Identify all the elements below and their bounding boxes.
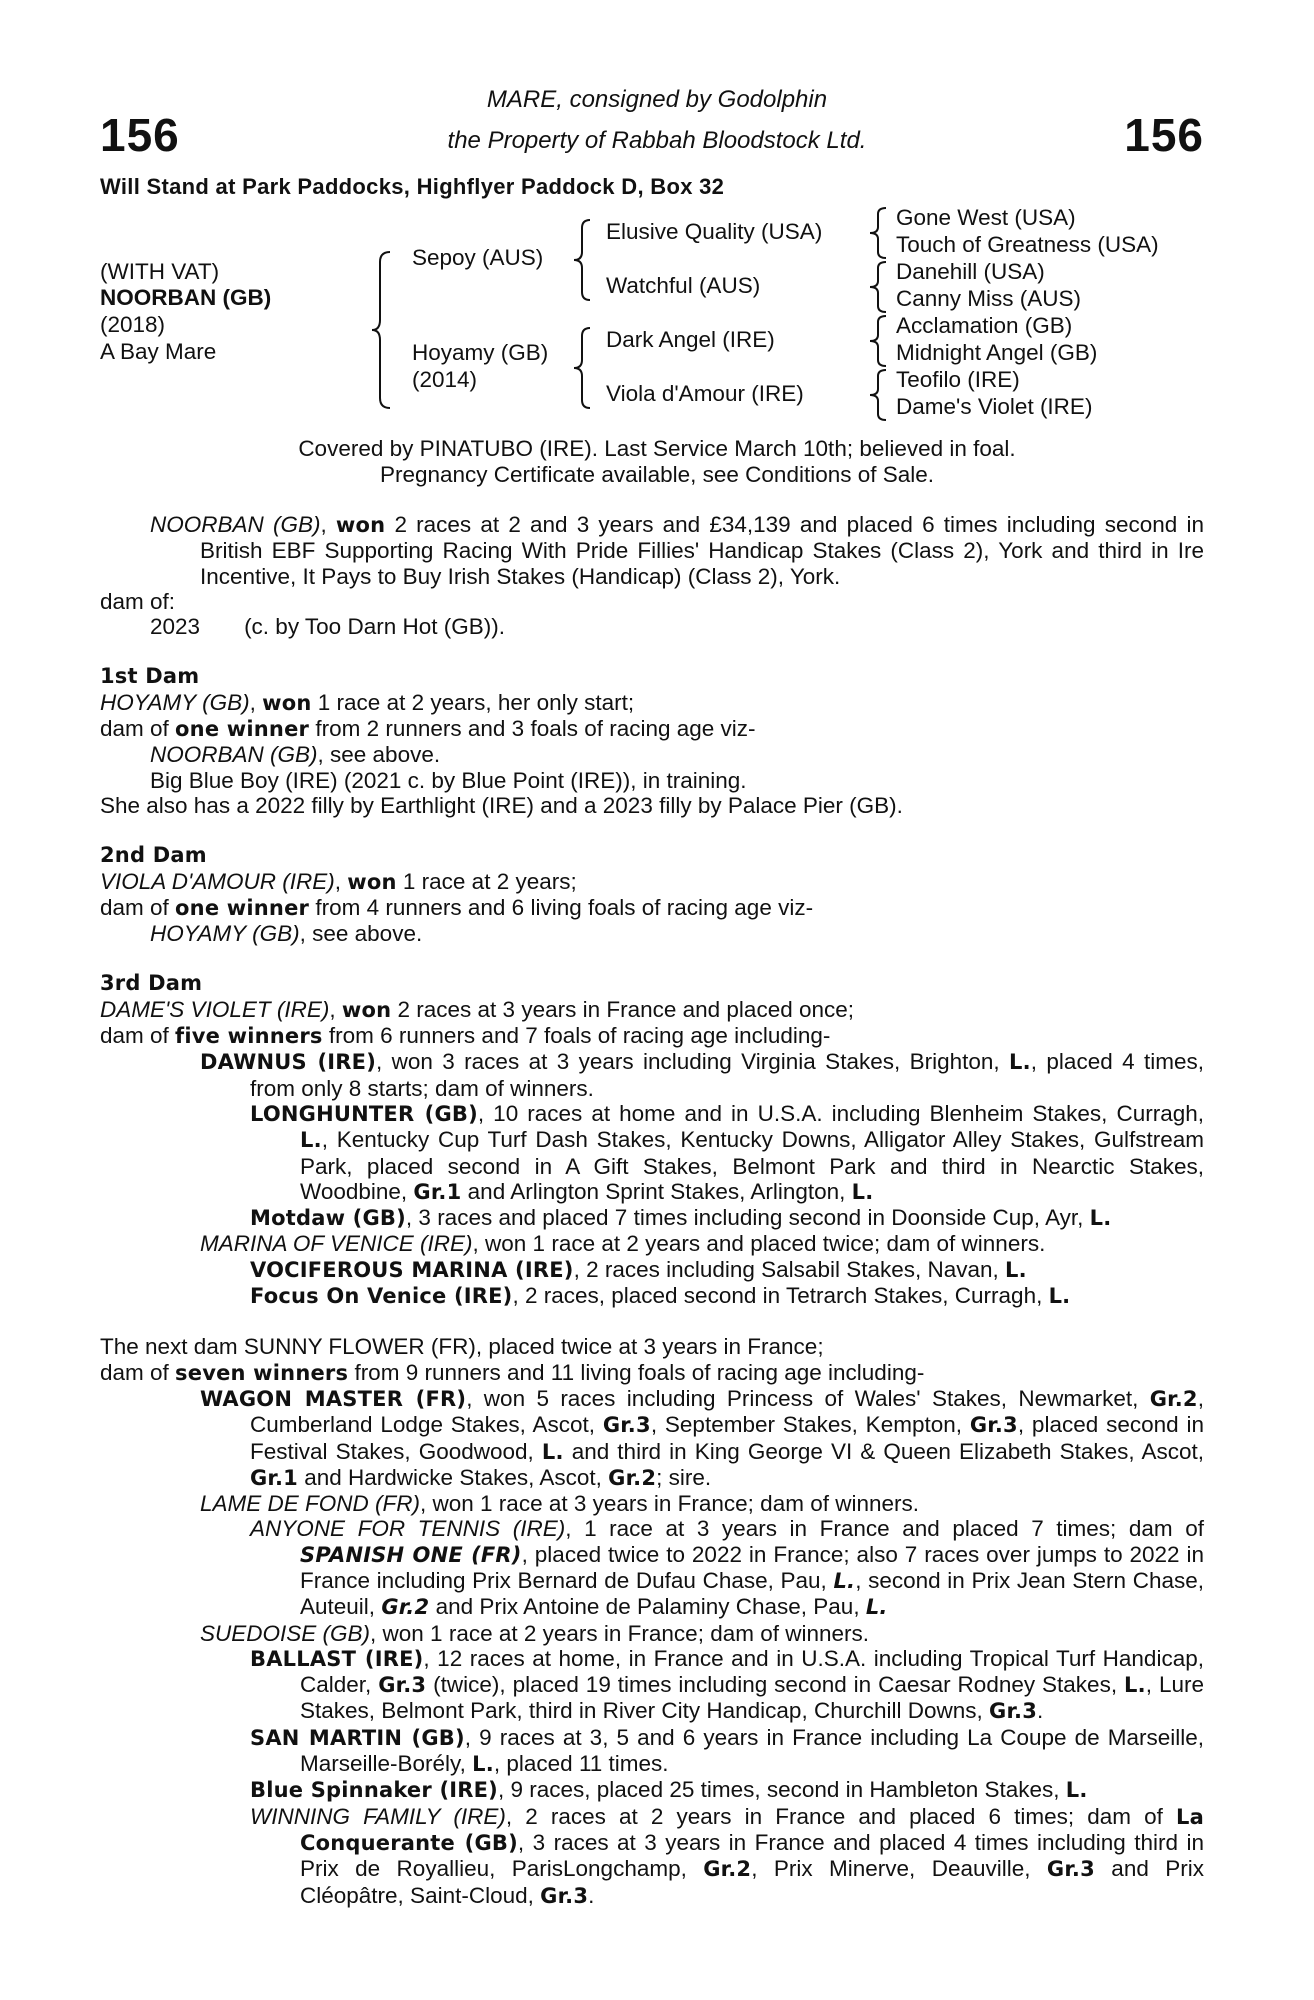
produce-text: , 2 races including Salsabil Stakes, Navan, [573,1256,1006,1282]
pedigree-brace-dam [572,326,598,410]
produce-text: and Prix Cléopâtre, Saint-Cloud, [300,1856,1204,1908]
produce-name: ANYONE FOR TENNIS (IRE) [250,1516,566,1542]
produce-name: SUEDOISE (GB) [200,1620,371,1646]
produce-name: Focus On Venice (IRE) [250,1284,513,1309]
group-mark: Gr.2 [1149,1386,1198,1411]
first-dam-damof [100,716,1204,742]
produce-text: , 2 races at 2 years in France and placed 6 times; dam of [505,1803,1177,1829]
horse-year: (2018) [100,312,166,337]
produce-entry-winning [100,1804,1204,1909]
gen4-6: Midnight Angel (GB) [896,340,1098,365]
produce-text: , Cumberland Lodge Stakes, Ascot, [250,1385,1204,1438]
pedigree-brace-g4-2 [868,260,894,314]
produce-text: and Arlington Sprint Stakes, Arlington, [461,1178,852,1204]
produce-entry-anyone [100,1516,1204,1620]
third-dam-damof [100,1023,1204,1049]
produce-entry-lame [100,1491,1204,1516]
dam-dam: Viola d'Amour (IRE) [606,381,804,406]
listed-mark: L. [833,1568,856,1593]
group-mark: Gr.3 [1046,1857,1095,1882]
damof-text: dam of [100,716,176,742]
produce-text: . [588,1882,595,1908]
first-dam-text: 1 race at 2 years, her only start; [311,689,635,715]
listed-mark: L. [1089,1206,1112,1231]
produce-text: and Hardwicke Stakes, Ascot, [298,1464,609,1490]
produce-text: , placed twice to 2022 in France; also 7 races over jumps to 2022 in France including Prix Bernard de Dufau Chase, Pau, [300,1541,1205,1593]
produce-text: , see above. [299,921,423,947]
listed-mark: L. [1065,1778,1088,1803]
consignor-line: MARE, consigned by Godolphin [486,86,828,113]
produce-name: SAN MARTIN (GB) [250,1725,465,1750]
damof-text: dam of [100,1023,176,1049]
produce-text: ; sire. [656,1464,712,1490]
produce-entry-marina [100,1231,1204,1256]
produce-text: , Kentucky Cup Turf Dash Stakes, Kentucky Downs, Alligator Alley Stakes, Gulfstream Park, placed second in A Gift Stakes, Belmont Park and third in Nearctic Stakes, Woodbine, [300,1127,1204,1204]
dam-name: Hoyamy (GB) [412,340,549,365]
listed-mark: L. [851,1179,874,1204]
produce-text: and Prix Antoine de Palaminy Chase, Pau, [429,1594,866,1620]
first-dam-line: HOYAMY (GB), won 1 race at 2 years, her only start; [100,689,635,715]
produce-text: , placed 11 times. [493,1751,669,1777]
damof-text: from 2 runners and 3 foals of racing age viz- [309,716,756,742]
produce-name: WINNING FAMILY (IRE) [250,1803,506,1829]
produce-text: , 12 races at home, in France and in U.S.A. including Tropical Turf Handicap, Calder, [300,1645,1204,1698]
gen4-7: Teofilo (IRE) [896,367,1020,392]
gen4-5: Acclamation (GB) [896,313,1073,338]
produce-text: , 3 races and placed 7 times including second in Doonside Cup, Ayr, [405,1205,1090,1231]
second-dam-item [100,921,1204,946]
lot-number-right: 156 [1124,109,1204,161]
listed-mark: L. [1009,1050,1031,1075]
pedigree-brace-g4-1 [868,206,894,260]
next-dam-line: The next dam SUNNY FLOWER (FR), placed twice at 3 years in France; [100,1334,824,1360]
listed-mark: L. [865,1595,888,1620]
third-dam-text: 2 races at 3 years in France and placed once; [391,996,855,1022]
damof-text: dam of [100,894,176,920]
produce-name: Blue Spinnaker (IRE) [250,1778,498,1803]
sire-dam: Watchful (AUS) [606,273,761,298]
produce-name: Motdaw (GB) [250,1206,406,1231]
first-dam-item: Big Blue Boy (IRE) (2021 c. by Blue Point (IRE)), in training. [150,767,747,793]
produce-text: , Prix Minerve, Deauville, [751,1856,1047,1882]
produce-row [100,614,1204,639]
produce-entry-dawnus [100,1049,1204,1101]
group-mark: Gr.3 [540,1883,589,1908]
vat-note: (WITH VAT) [100,259,220,284]
produce-entry-longhunter [100,1101,1204,1205]
dam-of-label: dam of: [100,588,176,614]
third-dam-heading: 3rd Dam [100,971,203,996]
listed-mark: L. [1124,1673,1146,1698]
produce-name: La Conquerante (GB) [300,1804,1204,1855]
first-dam-item [100,742,1204,767]
produce-text: , placed 4 times, from only 8 starts; dam of winners. [250,1049,1204,1101]
second-dam-heading: 2nd Dam [100,843,207,868]
catalogue-body [100,512,1204,1909]
winners-count: one winner [175,717,310,742]
gen4-1: Gone West (USA) [896,205,1076,230]
won-label: won [341,997,392,1022]
pedigree-brace-g4-4 [868,368,894,422]
produce-name: HOYAMY (GB) [150,921,300,947]
gen4-8: Dame's Violet (IRE) [896,394,1093,419]
damof-text: from 9 runners and 11 living foals of racing age including- [348,1359,925,1385]
group-mark: Gr.2 [608,1465,657,1490]
produce-text: , won 5 races including Princess of Wales' Stakes, Newmarket, [466,1385,1150,1411]
group-mark: Gr.3 [969,1413,1018,1438]
gen4-4: Canny Miss (AUS) [896,286,1082,311]
produce-name: NOORBAN (GB) [150,742,318,768]
group-mark: Gr.3 [602,1413,651,1438]
listed-mark: L. [472,1752,494,1777]
winners-count: one winner [175,895,310,920]
produce-text: , 1 race at 3 years in France and placed 7 times; dam of [565,1516,1204,1542]
produce-text: , second in Prix Jean Stern Chase, Auteuil, [300,1567,1204,1620]
produce-text: , see above. [317,742,441,768]
produce-name: BALLAST (IRE) [250,1646,424,1671]
dam-year: (2014) [412,367,478,392]
group-mark: Gr.1 [250,1465,298,1490]
produce-entry-motdaw [100,1205,1204,1231]
listed-mark: L. [541,1439,564,1464]
produce-text: , 3 races at 3 years in France and placed 4 times including third in Prix de Royallieu, ParisLongchamp, [300,1829,1204,1882]
sire-name: Sepoy (AUS) [412,245,544,270]
horse-desc: A Bay Mare [100,339,217,364]
first-dam-note: She also has a 2022 filly by Earthlight (IRE) and a 2023 filly by Palace Pier (GB). [100,792,903,818]
produce-text: , 9 races, placed 25 times, second in Hambleton Stakes, [497,1777,1066,1803]
produce-text: (twice), placed 19 times including second in Caesar Rodney Stakes, [426,1672,1124,1698]
group-mark: Gr.1 [413,1179,462,1204]
sire-sire: Elusive Quality (USA) [606,219,823,244]
second-dam-text: 1 race at 2 years; [396,868,577,894]
group-mark: Gr.3 [989,1699,1038,1724]
pedigree-brace-main [370,250,400,410]
horse-name: NOORBAN (GB) [100,285,272,310]
first-dam-name: HOYAMY (GB) [100,689,250,715]
produce-text: , Lure Stakes, Belmont Park, third in River City Handicap, Churchill Downs, [300,1672,1204,1724]
third-dam-line: DAME'S VIOLET (IRE), won 2 races at 3 years in France and placed once; [100,996,855,1022]
pregnancy-line: Pregnancy Certificate available, see Conditions of Sale. [379,462,935,487]
damof-text: dam of [100,1359,176,1385]
damof-text: from 6 runners and 7 foals of racing age including- [322,1023,831,1049]
intro-text: 2 races at 2 and 3 years and £34,139 and placed 6 times including second in British EBF Supporting Racing With Pride Fillies' Handicap Stakes (Class 2), York and third in Ire Incentive, It Pays to Buy Irish Stakes (Handicap) (Class 2), York. [200,512,1204,589]
won-label: won [335,513,386,537]
second-dam-name: VIOLA D'AMOUR (IRE) [100,868,335,894]
produce-name: MARINA OF VENICE (IRE) [200,1231,473,1257]
produce-text: , placed second in Festival Stakes, Goodwood, [250,1412,1204,1464]
gen4-3: Danehill (USA) [896,259,1045,284]
produce-entry-sanmartin [100,1725,1204,1778]
listed-mark: L. [1005,1257,1027,1282]
produce-year: 2023 [150,614,201,640]
pedigree-brace-g4-3 [868,314,894,368]
stand-location: Will Stand at Park Paddocks, Highflyer Paddock D, Box 32 [100,174,725,199]
winners-count: seven winners [175,1360,349,1385]
group-mark: Gr.2 [381,1595,430,1620]
produce-name: VOCIFEROUS MARINA (IRE) [250,1257,574,1282]
produce-name: LONGHUNTER (GB) [250,1101,478,1126]
covered-line: Covered by PINATUBO (IRE). Last Service March 10th; believed in foal. [298,436,1016,461]
listed-mark: L. [1048,1284,1071,1309]
damof-text: from 4 runners and 6 living foals of racing age viz- [309,894,814,920]
group-mark: Gr.2 [703,1857,752,1882]
produce-text: , September Stakes, Kempton, [650,1412,970,1438]
produce-entry-blue [100,1777,1204,1803]
winners-count: five winners [175,1024,323,1049]
second-dam-line: VIOLA D'AMOUR (IRE), won 1 race at 2 years; [100,868,577,894]
gen4-2: Touch of Greatness (USA) [896,232,1159,257]
won-label: won [347,869,397,894]
produce-entry-focus [100,1283,1204,1309]
produce-name: DAWNUS (IRE) [200,1050,377,1075]
produce-desc: (c. by Too Darn Hot (GB)). [244,614,505,640]
produce-name: WAGON MASTER (FR) [200,1386,467,1411]
property-line: the Property of Rabbah Bloodstock Ltd. [447,127,867,154]
produce-entry-wagon [100,1386,1204,1491]
produce-name: SPANISH ONE (FR) [300,1542,522,1567]
pedigree-brace-sire [572,218,598,302]
group-mark: Gr.3 [378,1673,427,1698]
produce-name: LAME DE FOND (FR) [200,1491,421,1517]
next-dam-damof [100,1360,1204,1386]
produce-entry-vociferous [100,1257,1204,1283]
intro-name: NOORBAN (GB) [150,512,321,537]
dam-sire: Dark Angel (IRE) [606,327,775,352]
produce-text: , won 1 race at 2 years in France; dam of winners. [370,1620,870,1646]
third-dam-name: DAME'S VIOLET (IRE) [100,996,330,1022]
produce-entry-suedoise [100,1621,1204,1646]
first-dam-heading: 1st Dam [100,664,200,689]
produce-entry-ballast [100,1646,1204,1725]
second-dam-damof [100,895,1204,921]
won-label: won [262,690,312,715]
intro-paragraph: NOORBAN (GB), won 2 races at 2 and 3 years and £34,139 and placed 6 times including second in British EBF Supporting Racing With Pride Fillies' Handicap Stakes (Class 2), York and third in Ire Incentive, It Pays to Buy Irish Stakes (Handicap) (Class 2), York. [150,512,1204,589]
produce-text: and third in King George VI & Queen Elizabeth Stakes, Ascot, [563,1438,1204,1464]
listed-mark: L. [300,1128,322,1153]
produce-text: . [1037,1698,1044,1724]
produce-text: , 9 races at 3, 5 and 6 years in France including La Coupe de Marseille, Marseille-Borély, [300,1724,1204,1777]
produce-text: , won 1 race at 3 years in France; dam of winners. [420,1491,919,1517]
produce-text: , won 3 races at 3 years including Virginia Stakes, Brighton, [376,1049,1010,1075]
produce-text: , won 1 race at 2 years and placed twice; dam of winners. [472,1231,1046,1257]
produce-text: , 10 races at home and in U.S.A. including Blenheim Stakes, Curragh, [477,1100,1204,1126]
produce-text: , 2 races, placed second in Tetrarch Stakes, Curragh, [512,1283,1049,1309]
lot-number-left: 156 [100,109,180,161]
